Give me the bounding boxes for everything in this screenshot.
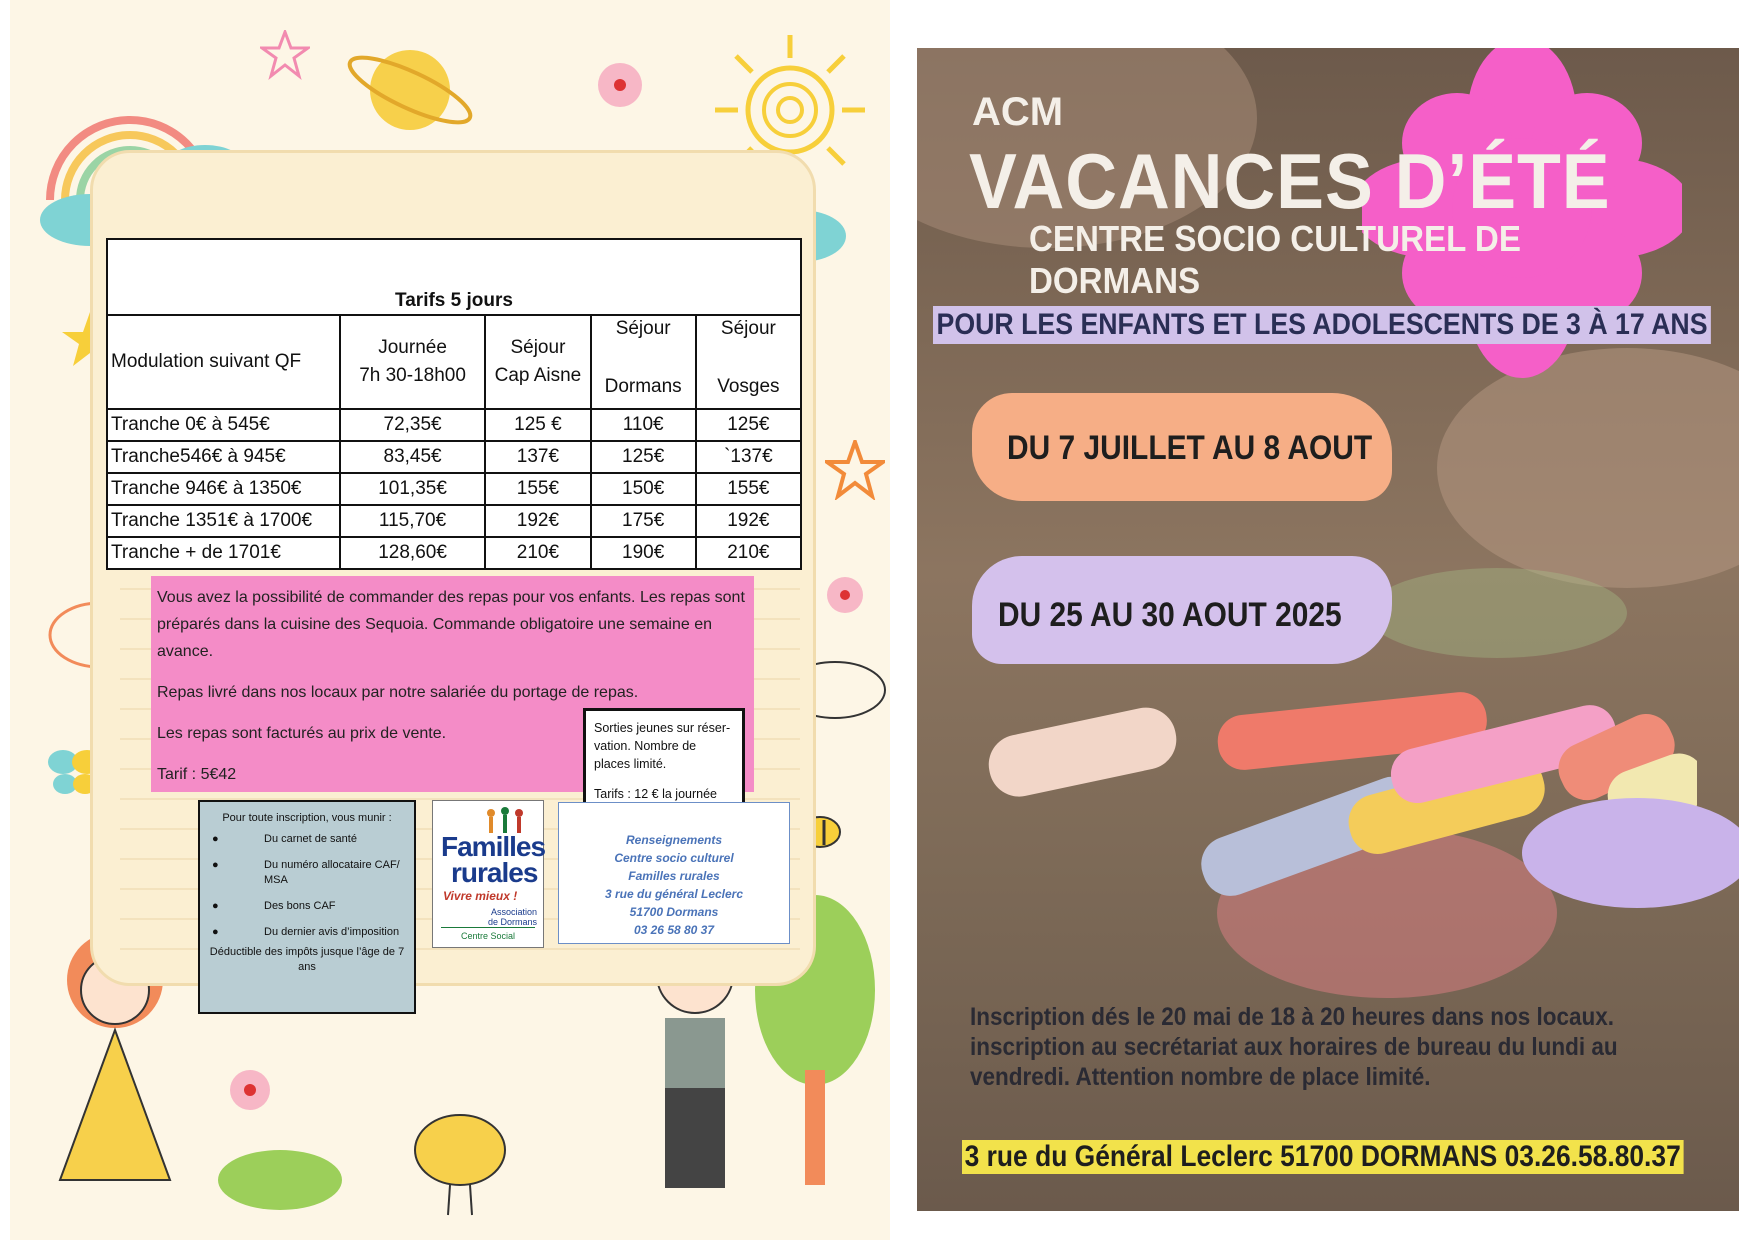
cell-journee: 115,70€ [340, 505, 486, 537]
chalk-drawing [1367, 568, 1627, 658]
tarifs-title: Tarifs 5 jours [107, 239, 801, 315]
renseignements-line: Renseignements [625, 833, 723, 847]
header-modulation: Modulation suivant QF [107, 315, 340, 409]
header-vosges-l2: Vosges [717, 376, 780, 397]
cell-dormans: 190€ [591, 537, 696, 569]
renseignements-line: Centre socio culturel [614, 851, 734, 865]
address-banner: 3 rue du Général Leclerc 51700 DORMANS 03.26.58.80.37 [962, 1140, 1683, 1174]
checklist-item: ● Des bons CAF [206, 899, 408, 914]
meals-paragraph: Repas livré dans nos locaux par notre salariée du portage de repas. [157, 684, 639, 701]
cell-dormans: 110€ [591, 409, 696, 441]
header-dormans [591, 315, 696, 409]
cell-vosges: 125€ [696, 409, 801, 441]
flower-doodle [820, 570, 870, 620]
cell-cap-aisne: 210€ [485, 537, 590, 569]
cell-journee: 83,45€ [340, 441, 486, 473]
dates-text: DU 25 AU 30 AOUT 2025 [998, 596, 1342, 634]
renseignements-line: 3 rue du général Leclerc [604, 887, 744, 901]
row-label: Tranche 1351€ à 1700€ [107, 505, 340, 537]
chicken-doodle [400, 1090, 520, 1220]
vacances-poster [917, 48, 1739, 1211]
table-row [107, 505, 801, 537]
checklist-title: Pour toute inscription, vous munir : [222, 812, 392, 824]
cell-vosges: 192€ [696, 505, 801, 537]
checklist-footer: Déductible des impôts jusque l’âge de 7 ans [209, 946, 405, 973]
logo-word-familles: Familles [441, 831, 546, 862]
logo-association-l1: Association [490, 907, 537, 917]
table-row [107, 409, 801, 441]
checklist-item: ● Du dernier avis d’imposition [206, 925, 408, 940]
inscription-info [970, 1002, 1636, 1092]
info-line: Inscription dés le 20 mai de 18 à 20 heures dans nos locaux. [970, 1003, 1615, 1031]
cell-journee: 72,35€ [340, 409, 486, 441]
renseignements-line: Familles rurales [628, 869, 720, 883]
sorties-text: Sorties jeunes sur réser-vation. Nombre de places limité. [594, 721, 731, 771]
cell-vosges: `137€ [696, 441, 801, 473]
cell-dormans: 150€ [591, 473, 696, 505]
planet-doodle [340, 30, 480, 150]
header-vosges-l1: Séjour [720, 318, 776, 339]
table-row [107, 473, 801, 505]
star-doodle [825, 440, 885, 500]
logo-word-rurales: rurales [451, 857, 538, 888]
flower-doodle [220, 1060, 280, 1120]
table-row [107, 441, 801, 473]
row-label: Tranche 946€ à 1350€ [107, 473, 340, 505]
audience-banner: POUR LES ENFANTS ET LES ADOLESCENTS DE 3 À 17 ANS [933, 306, 1711, 344]
flower-doodle [590, 55, 650, 115]
logo-association-l2: de Dormans [487, 917, 537, 927]
info-line: vendredi. Attention nombre de place limité. [970, 1063, 1431, 1091]
header-dormans-l1: Séjour [615, 318, 671, 339]
info-line: inscription au secrétariat aux horaires de bureau du lundi au [970, 1033, 1618, 1061]
star-doodle [260, 30, 310, 80]
cell-vosges: 210€ [696, 537, 801, 569]
header-journee-l1: Journée [378, 337, 447, 358]
checklist-item: ● Du numéro allocataire CAF/ MSA [206, 858, 408, 888]
header-journee [340, 315, 486, 409]
renseignements-line: 51700 Dormans [629, 905, 719, 919]
acm-label: ACM [972, 90, 1064, 134]
meals-paragraph: Vous avez la possibilité de commander des repas pour vos enfants. Les repas sont préparés dans la cuisine des Sequoia. Commande obligatoire une semaine en avance. [157, 589, 745, 660]
header-cap-aisne-l1: Séjour [510, 337, 566, 358]
logo-association [488, 907, 537, 927]
familles-rurales-logo [432, 800, 544, 948]
cell-dormans: 175€ [591, 505, 696, 537]
tarifs-table [106, 238, 802, 570]
meals-paragraph: Les repas sont facturés au prix de vente. [157, 725, 447, 742]
header-journee-l2: 7h 30-18h00 [359, 365, 466, 386]
bush-doodle [215, 1140, 345, 1210]
header-dormans-l2: Dormans [604, 376, 682, 397]
poster-subtitle: CENTRE SOCIO CULTUREL DE DORMANS [1029, 218, 1521, 301]
dates-badge-august [972, 556, 1392, 664]
renseignements-box [558, 802, 790, 944]
poster-title: VACANCES D’ÉTÉ [969, 137, 1611, 225]
cell-cap-aisne: 137€ [485, 441, 590, 473]
cell-cap-aisne: 125 € [485, 409, 590, 441]
cell-journee: 128,60€ [340, 537, 486, 569]
logo-centre-social: Centre Social [441, 927, 535, 941]
cell-vosges: 155€ [696, 473, 801, 505]
header-cap-aisne [485, 315, 590, 409]
header-vosges [696, 315, 801, 409]
cell-journee: 101,35€ [340, 473, 486, 505]
dates-text: DU 7 JUILLET AU 8 AOUT [1007, 429, 1373, 467]
dates-badge-july [972, 393, 1392, 501]
inscription-checklist [198, 800, 416, 1014]
row-label: Tranche 0€ à 545€ [107, 409, 340, 441]
cell-cap-aisne: 155€ [485, 473, 590, 505]
left-flyer [10, 0, 890, 1240]
cell-cap-aisne: 192€ [485, 505, 590, 537]
row-label: Tranche546€ à 945€ [107, 441, 340, 473]
meals-price: Tarif : 5€42 [157, 766, 237, 783]
cell-dormans: 125€ [591, 441, 696, 473]
row-label: Tranche + de 1701€ [107, 537, 340, 569]
table-row [107, 537, 801, 569]
purple-blob [1507, 788, 1739, 918]
checklist-item: ● Du carnet de santé [206, 832, 408, 847]
header-cap-aisne-l2: Cap Aisne [494, 365, 582, 386]
logo-tagline: Vivre mieux ! [443, 889, 518, 903]
sorties-tarifs: Tarifs : 12 € la journée [594, 787, 717, 801]
background-blur [1437, 348, 1739, 588]
renseignements-phone: 03 26 58 80 37 [633, 923, 715, 937]
